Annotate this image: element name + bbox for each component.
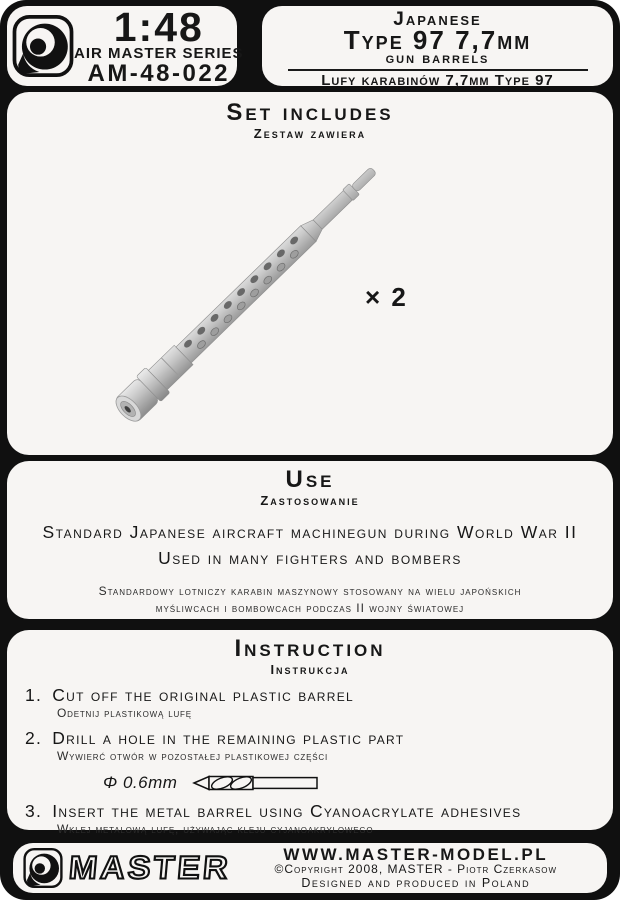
footer-brand-bar <box>13 843 607 893</box>
use-english-line1: Standard Japanese aircraft machinegun during World War II <box>42 522 578 542</box>
instruction-step <box>25 686 599 720</box>
use-subtitle-pl: Zastosowanie <box>260 493 360 508</box>
drill-bit-icon <box>191 773 321 793</box>
step-text-en: Cut off the original plastic barrel <box>52 685 355 705</box>
website-url: WWW.MASTER-MODEL.PL <box>283 845 549 864</box>
instruction-subtitle-pl: Instrukcja <box>270 662 350 677</box>
use-title: Use <box>285 466 335 493</box>
step-text-pl: Wklej metalową lufę, używając kleju cyjanoakrylowego <box>57 822 374 836</box>
drill-diagram <box>103 772 599 794</box>
copyright-line: ©Copyright 2008, MASTER - Piotr Czerkasow <box>274 862 558 876</box>
series-label: AIR MASTER SERIES <box>74 44 244 62</box>
section-instruction <box>7 630 613 836</box>
header-title-box <box>262 6 613 89</box>
set-includes-subtitle-pl: Zestaw zawiera <box>253 126 367 141</box>
master-spiral-logo-icon <box>23 847 63 889</box>
step-text-pl: Odetnij plastikową lufę <box>57 706 192 720</box>
set-includes-title: Set includes <box>226 99 394 126</box>
product-code: AM-48-022 <box>87 59 231 87</box>
origin-line: Designed and produced in Poland <box>301 876 531 890</box>
step-number: 3. <box>25 801 43 821</box>
brand-wordmark: MASTER <box>67 849 233 886</box>
product-title-line2: Type 97 7,7mm <box>343 25 532 55</box>
section-use <box>7 461 613 619</box>
step-text-pl: Wywierć otwór w pozostałej plastikowej części <box>57 749 328 763</box>
step-number: 1. <box>25 685 43 705</box>
step-text-en: Drill a hole in the remaining plastic part <box>52 728 405 748</box>
product-title-line3: gun barrels <box>385 50 490 67</box>
instruction-step <box>25 802 599 836</box>
step-text-en: Insert the metal barrel using Cyanoacrylate adhesives <box>52 801 522 821</box>
use-polish-line2: myśliwcach i bombowcach podczas II wojny światowej <box>155 601 465 615</box>
use-polish-line1: Standardowy lotniczy karabin maszynowy stosowany na wielu japońskich <box>98 584 522 598</box>
step-number: 2. <box>25 728 43 748</box>
quantity-label: × 2 <box>365 282 408 312</box>
use-english-line2: Used in many fighters and bombers <box>158 548 462 568</box>
master-spiral-logo-icon <box>12 12 74 80</box>
product-title-polish: Lufy karabinów 7,7mm Type 97 <box>321 72 554 89</box>
section-set-includes <box>7 92 613 455</box>
header-divider <box>288 69 588 71</box>
product-title-line1: Japanese <box>393 9 482 30</box>
header-brand-box <box>7 3 244 87</box>
scale-label: 1:48 <box>113 3 204 50</box>
drill-diameter-label: Φ 0.6mm <box>103 773 178 792</box>
instruction-title: Instruction <box>234 635 386 662</box>
instruction-step <box>25 729 599 763</box>
